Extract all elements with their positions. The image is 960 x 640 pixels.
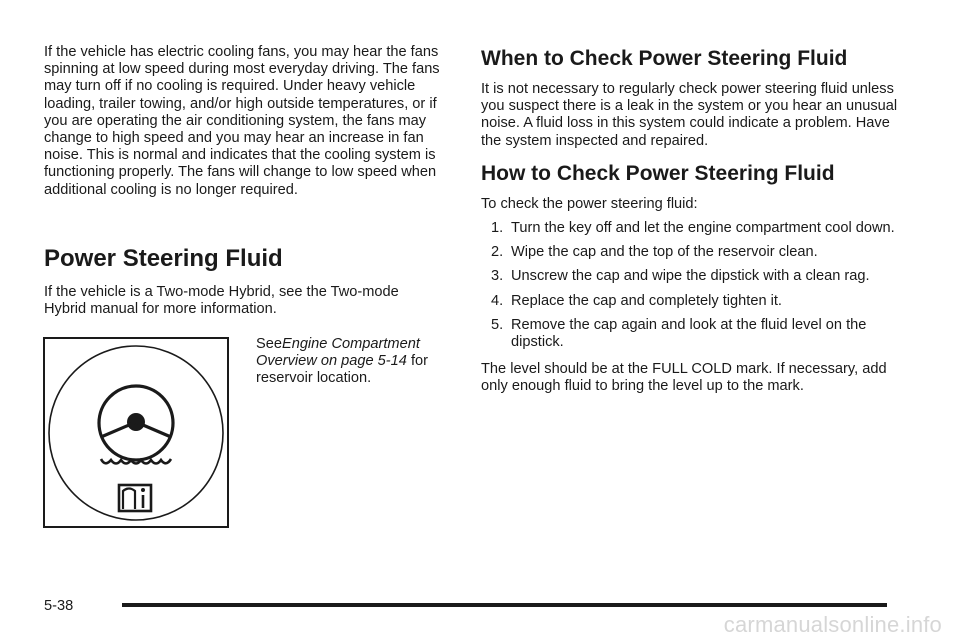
power-steering-heading: Power Steering Fluid bbox=[44, 245, 283, 272]
left-column bbox=[44, 44, 444, 199]
see-suffix: for reservoir location. bbox=[256, 353, 428, 387]
hybrid-note: If the vehicle is a Two-mode Hybrid, see the Two-mode Hybrid manual for more information. bbox=[44, 284, 399, 318]
see-prefix: See bbox=[256, 336, 282, 352]
when-to-check-text: It is not necessary to regularly check power steering fluid unless you suspect there is a leak in the system or you hear an unusual noise. A fluid loss in this system could indicate a problem. Have the system inspected and repaired. bbox=[481, 81, 898, 149]
right-column bbox=[481, 46, 901, 396]
when-to-check-heading: When to Check Power Steering Fluid bbox=[481, 47, 848, 70]
see-reference bbox=[256, 336, 446, 388]
power-steering-cap-icon bbox=[45, 339, 227, 526]
page-number: 5-38 bbox=[44, 598, 74, 614]
how-to-check-lead: To check the power steering fluid: bbox=[481, 195, 698, 212]
how-to-check-heading: How to Check Power Steering Fluid bbox=[481, 161, 835, 185]
footer-rule bbox=[122, 603, 887, 607]
list-item: 4. Replace the cap and completely tighten it. bbox=[491, 292, 782, 309]
power-steering-cap-figure bbox=[43, 337, 229, 528]
fluid-level-text: The level should be at the FULL COLD mark. If necessary, add only enough fluid to bring the level up to the mark. bbox=[481, 361, 887, 395]
list-item: 2. Wipe the cap and the top of the reservoir clean. bbox=[491, 244, 818, 261]
steps-list bbox=[481, 220, 901, 351]
list-item: 1. Turn the key off and let the engine compartment cool down. bbox=[491, 220, 895, 237]
watermark: carmanualsonline.info bbox=[723, 612, 942, 637]
list-item: 3. Unscrew the cap and wipe the dipstick with a clean rag. bbox=[491, 268, 870, 285]
list-item: 5. Remove the cap again and look at the fluid level on the dipstick. bbox=[491, 316, 867, 351]
see-link[interactable]: Engine Compartment Overview on page 5-14 bbox=[256, 336, 420, 370]
cooling-fans-paragraph: If the vehicle has electric cooling fans, you may hear the fans spinning at low speed during most everyday driving. The fans may turn off if no cooling is required. Under heavy vehicle loading, trailer towing, and/or high outside temperatures, or if you are operating the air conditioning system, the fans may change to high speed and you may hear an increase in fan noise. This is normal and indicates that the cooling system is functioning properly. The fans will change to low speed when additional cooling is no longer required. bbox=[44, 44, 440, 198]
